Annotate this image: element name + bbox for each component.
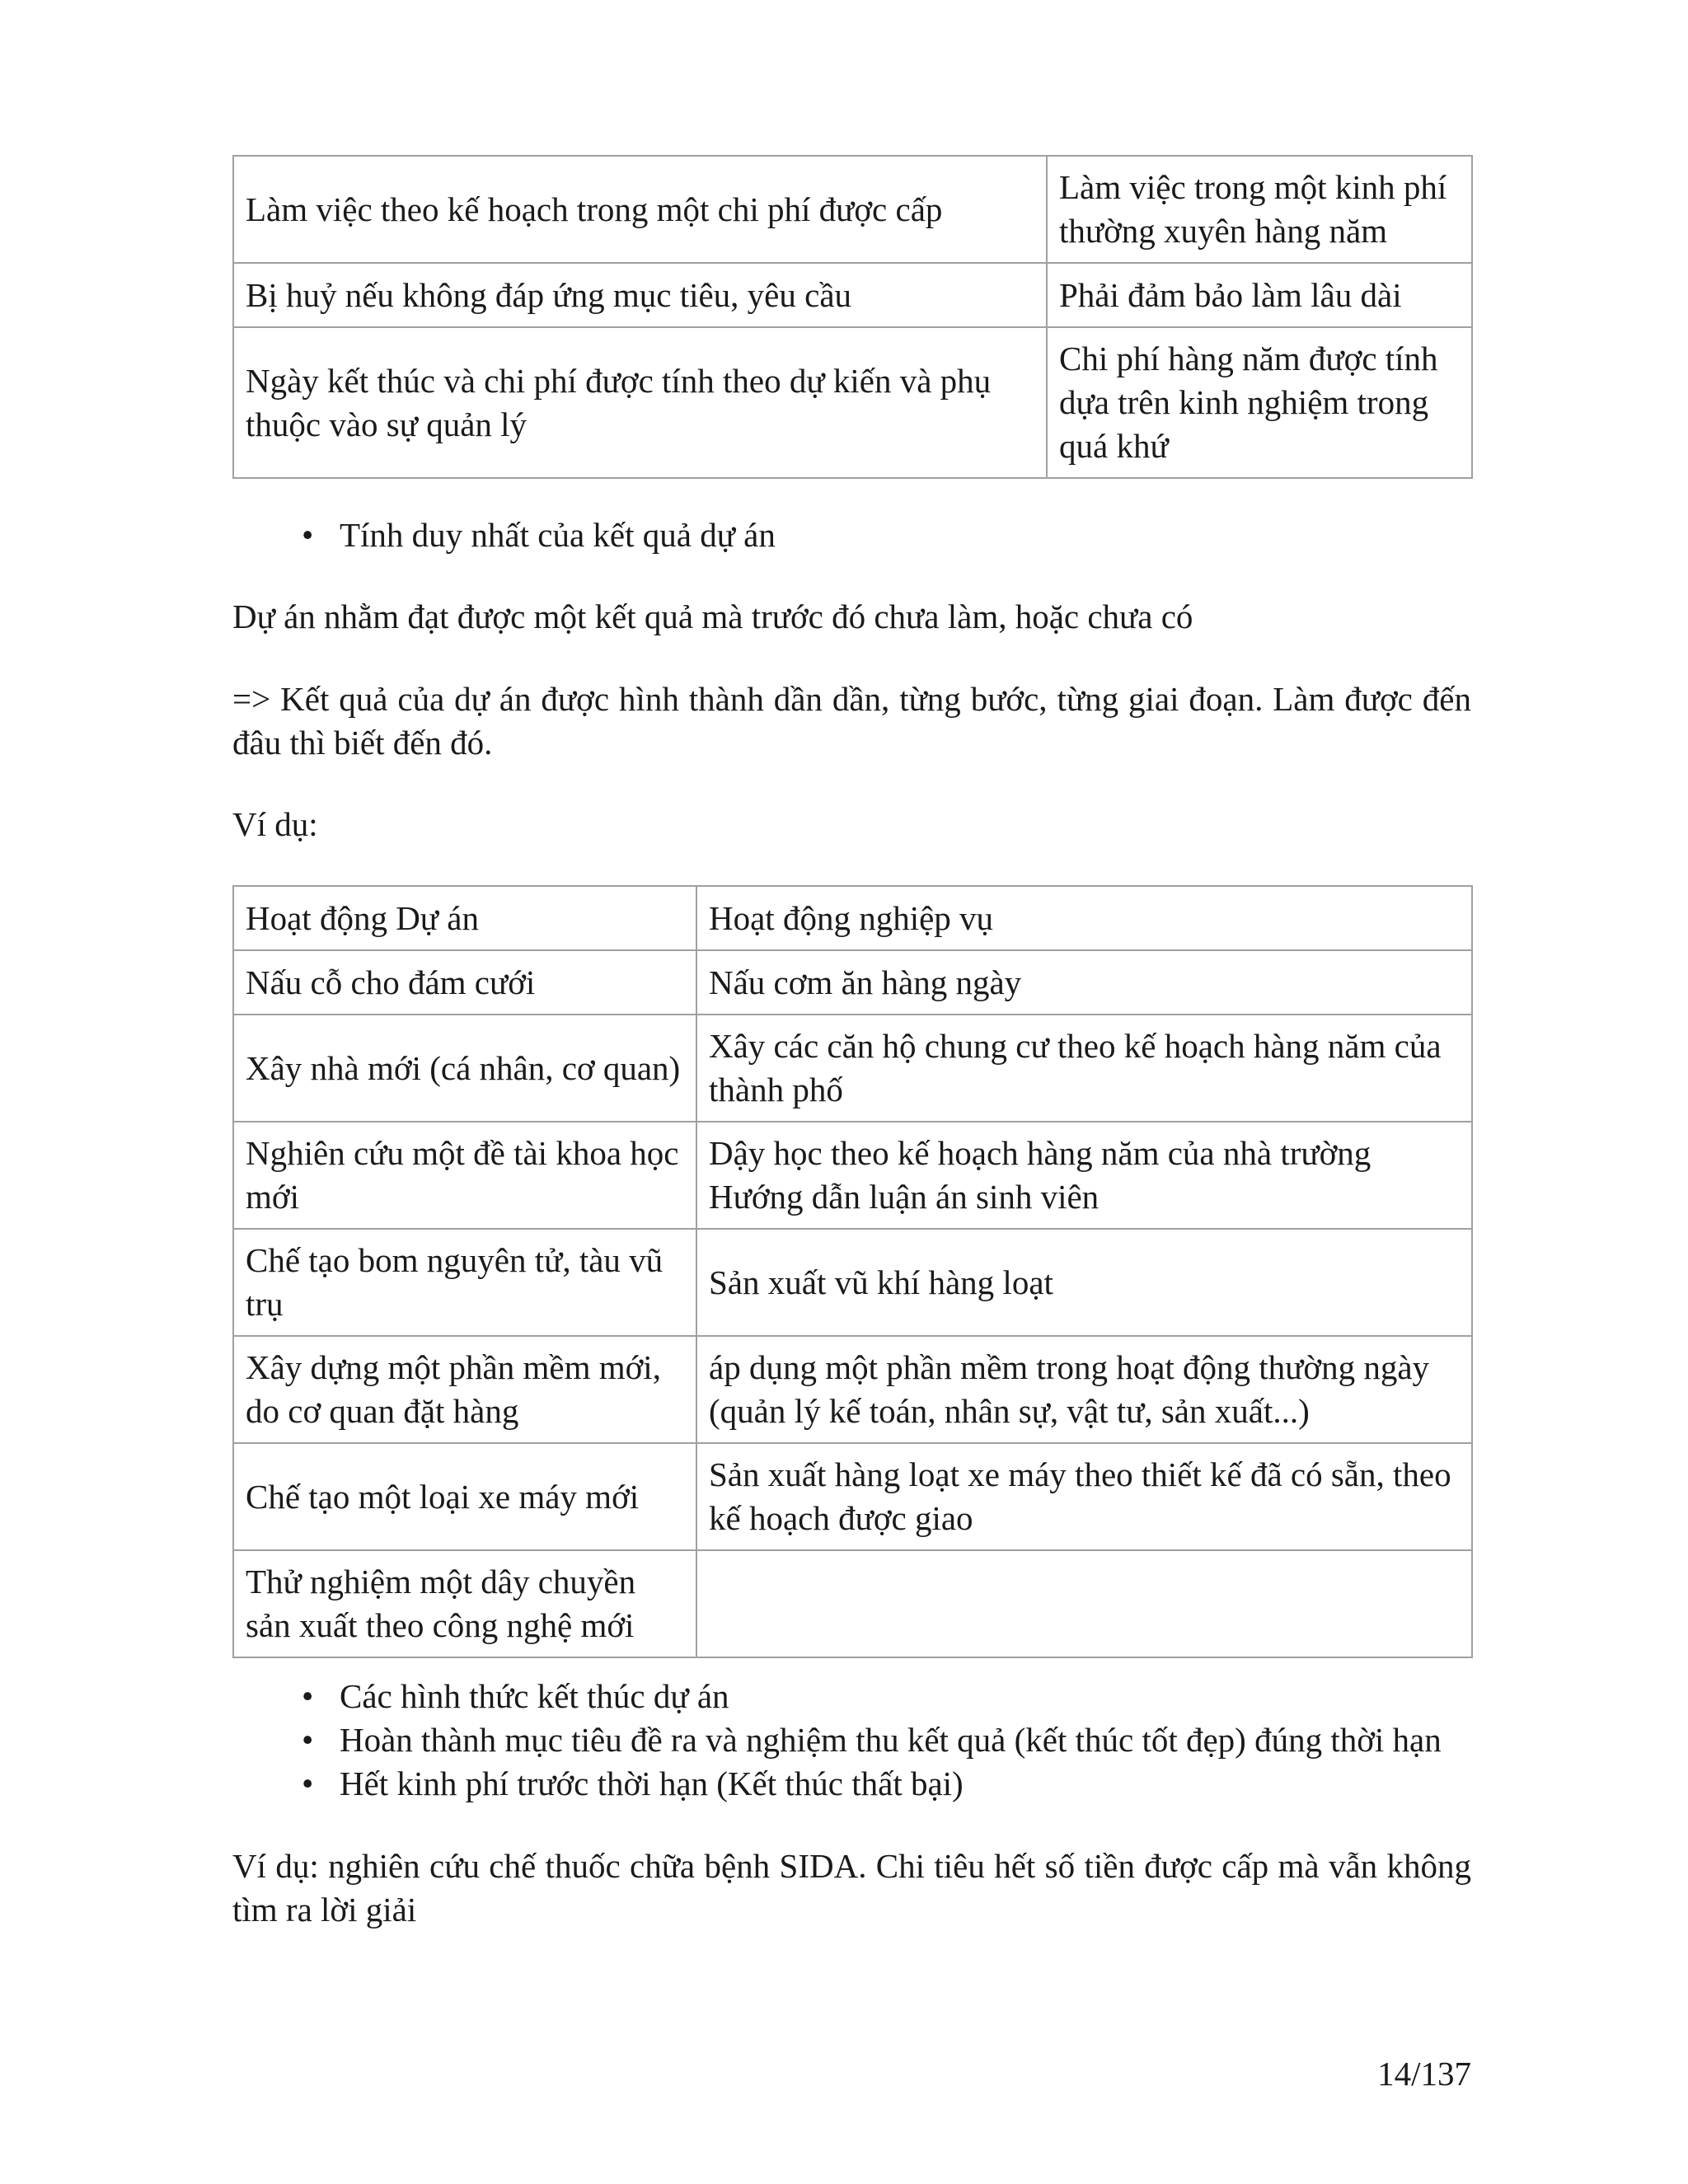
table-cell: Nghiên cứu một đề tài khoa học mới [233,1122,696,1229]
table-header-cell: Hoạt động nghiệp vụ [696,886,1472,950]
table-cell: Làm việc theo kế hoạch trong một chi phí được cấp [233,156,1047,263]
list-item-text: Hết kinh phí trước thời hạn (Kết thúc thất bại) [340,1765,964,1802]
list-item [232,513,1471,557]
list-item [232,1718,1471,1762]
table-header-row [233,886,1472,950]
table-header-cell: Hoạt động Dự án [233,886,696,950]
table-cell: Làm việc trong một kinh phí thường xuyên hàng năm [1047,156,1472,263]
table-cell: Xây các căn hộ chung cư theo kế hoạch hàng năm của thành phố [696,1015,1472,1122]
table-row [233,263,1472,327]
page-content [232,155,1471,1932]
table-cell: Thử nghiệm một dây chuyền sản xuất theo công nghệ mới [233,1550,696,1657]
example-label: Ví dụ: [232,805,318,843]
table-row [233,1336,1472,1443]
comparison-table [232,155,1473,479]
table-cell [696,1550,1472,1657]
table-cell: Phải đảm bảo làm lâu dài [1047,263,1472,327]
paragraph: => Kết quả của dự án được hình thành dần dần, từng bước, từng giai đoạn. Làm được đến đâu thì biết đến đó. [232,680,1471,762]
bullet-icon: • [302,1677,314,1715]
table-cell: Sản xuất vũ khí hàng loạt [696,1229,1472,1336]
table-cell: Nấu cơm ăn hàng ngày [696,950,1472,1015]
list-item-text: Hoàn thành mục tiêu đề ra và nghiệm thu kết quả (kết thúc tốt đẹp) đúng thời hạn [340,1721,1442,1759]
table-cell: Xây nhà mới (cá nhân, cơ quan) [233,1015,696,1122]
table-row [233,1229,1472,1336]
table-row [233,1122,1472,1229]
list-item [232,1675,1471,1718]
list-item-text: Các hình thức kết thúc dự án [340,1677,729,1715]
table-row [233,1550,1472,1657]
list-item-text: Tính duy nhất của kết quả dự án [340,516,776,554]
page-number: 14/137 [1377,2055,1471,2093]
bullet-list [232,513,1471,557]
bullet-list [232,1675,1471,1806]
table-row [233,1443,1472,1550]
example-table [232,885,1473,1658]
table-cell: Xây dựng một phần mềm mới, do cơ quan đặt hàng [233,1336,696,1443]
list-item [232,1762,1471,1806]
table-cell: Ngày kết thúc và chi phí được tính theo dự kiến và phụ thuộc vào sự quản lý [233,327,1047,478]
bullet-icon: • [302,516,314,554]
table-cell: áp dụng một phần mềm trong hoạt động thường ngày (quản lý kế toán, nhân sự, vật tư, sản xuất...) [696,1336,1472,1443]
table-row [233,327,1472,478]
table-row [233,1015,1472,1122]
table-cell: Nấu cỗ cho đám cưới [233,950,696,1015]
bullet-icon: • [302,1765,314,1802]
table-row [233,950,1472,1015]
table-cell: Bị huỷ nếu không đáp ứng mục tiêu, yêu cầu [233,263,1047,327]
bullet-icon: • [302,1721,314,1759]
table-cell: Sản xuất hàng loạt xe máy theo thiết kế đã có sẵn, theo kế hoạch được giao [696,1443,1472,1550]
table-cell: Chế tạo bom nguyên tử, tàu vũ trụ [233,1229,696,1336]
paragraph: Dự án nhằm đạt được một kết quả mà trước đó chưa làm, hoặc chưa có [232,598,1193,635]
table-row [233,156,1472,263]
table-cell: Dậy học theo kế hoạch hàng năm của nhà trường Hướng dẫn luận án sinh viên [696,1122,1472,1229]
table-cell: Chi phí hàng năm được tính dựa trên kinh nghiệm trong quá khứ [1047,327,1472,478]
table-cell: Chế tạo một loại xe máy mới [233,1443,696,1550]
paragraph: Ví dụ: nghiên cứu chế thuốc chữa bệnh SIDA. Chi tiêu hết số tiền được cấp mà vẫn không tìm ra lời giải [232,1847,1471,1929]
